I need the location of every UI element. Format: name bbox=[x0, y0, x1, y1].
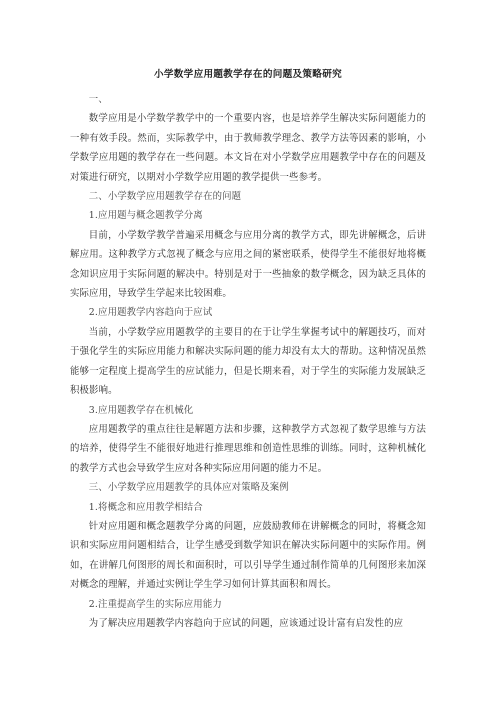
paragraph-problem-1: 目前，小学数学教学普遍采用概念与应用分离的教学方式，即先讲解概念，后讲解应用。这种教学方式忽视了概念与应用之间的紧密联系，使得学生不能很好地将概念知识应用于实际问题的解决中。特别是对于一些抽象的数学概念，因为缺乏具体的实际应用，导致学生学起来比较困难。 bbox=[70, 229, 426, 300]
document-title: 小学数学应用题教学存在的问题及策略研究 bbox=[154, 69, 342, 80]
paragraph-problem-3: 应用题教学的重点往往是解题方法和步骤，这种教学方式忽视了数学思维与方法的培养，使得学生不能很好地进行推理思维和创造性思维的训练。同时，这种机械化的教学方式也会导致学生应对各种实际应用问题的能力不足。 bbox=[70, 423, 426, 474]
section-heading-problems: 二、小学数学应用题教学存在的问题 bbox=[88, 191, 242, 203]
subheading-strategy-1: 1.将概念和应用教学相结合 bbox=[88, 501, 203, 513]
subheading-problem-2: 2.应用题教学内容趋向于应试 bbox=[88, 307, 213, 319]
section-heading-strategies: 三、小学数学应用题教学的具体应对策略及案例 bbox=[88, 482, 289, 494]
subheading-strategy-2: 2.注重提高学生的实际应用能力 bbox=[88, 598, 222, 610]
subheading-problem-1: 1.应用题与概念题教学分离 bbox=[88, 210, 203, 222]
section-heading-intro: 一、 bbox=[88, 94, 108, 105]
paragraph-strategy-2: 为了解决应用题教学内容趋向于应试的问题，应该通过设计富有启发性的应 bbox=[88, 617, 404, 629]
paragraph-intro: 数学应用是小学数学教学中的一个重要内容，也是培养学生解决实际问题能力的一种有效手段。然而，实际教学中，由于教师教学理念、教学方法等因素的影响，小学数学应用题的教学存在一些问题。本文旨在对小学数学应用题教学中存在的问题及对策进行研究，以期对小学数学应用题的教学提供一些参考。 bbox=[70, 113, 426, 183]
paragraph-strategy-1: 针对应用题和概念题教学分离的问题，应鼓励教师在讲解概念的同时，将概念知识和实际应用问题相结合，让学生感受到数学知识在解决实际问题中的实际作用。例如，在讲解几何图形的周长和面积时，可以引导学生通过制作简单的几何图形来加深对概念的理解，并通过实例让学生学习如何计算其面积和周长。 bbox=[70, 520, 426, 591]
paragraph-problem-2: 当前，小学数学应用题教学的主要目的在于让学生掌握考试中的解题技巧，而对于强化学生的实际应用能力和解决实际问题的能力却没有太大的帮助。这种情况虽然能够一定程度上提高学生的应试能力，但是长期来看，对于学生的实际能力发展缺乏积极影响。 bbox=[70, 326, 426, 397]
subheading-problem-3: 3.应用题教学存在机械化 bbox=[88, 404, 194, 416]
